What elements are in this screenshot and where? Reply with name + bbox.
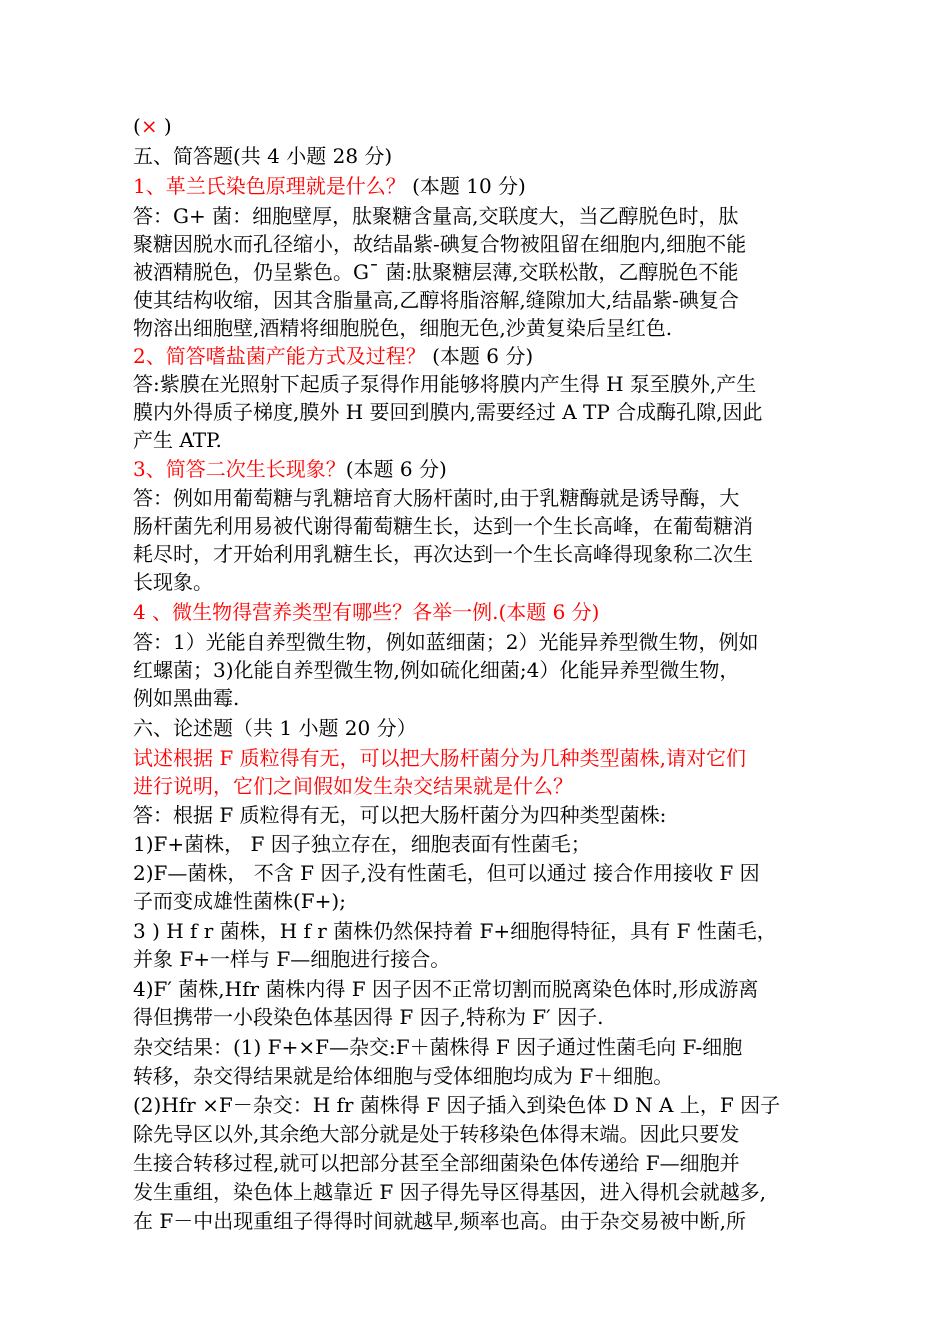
question-2-heading	[133, 343, 833, 369]
text-run: 3 ) H f r 菌株，H f r 菌株仍然保持着 F+细胞得特征，具有 F 性菌毛，	[133, 919, 777, 943]
text-line-33	[133, 1063, 833, 1089]
question-text: 进行说明，它们之间假如发生杂交结果就是什么？	[133, 774, 573, 798]
text-run: 五、简答题(共 4 小题 28 分)	[133, 144, 393, 168]
text-line-38	[133, 1208, 833, 1234]
text-line-13	[133, 485, 833, 511]
text-line-3	[133, 203, 833, 229]
text-line-14	[133, 513, 833, 539]
text-run: )	[157, 114, 172, 138]
text-line-34	[133, 1092, 833, 1118]
section-six-heading	[133, 715, 833, 741]
text-line-11	[133, 427, 833, 453]
text-line-28	[133, 918, 833, 944]
question-3-heading	[133, 456, 833, 482]
text-run: 使其结构收缩，因其含脂量高,乙醇将脂溶解,缝隙加大,结晶紫-碘复合	[133, 288, 739, 312]
text-line-36	[133, 1150, 833, 1176]
text-run: 物溶出细胞壁,酒精将细胞脱色，细胞无色,沙黄复染后呈红色.	[133, 316, 673, 340]
text-line-29	[133, 946, 833, 972]
text-run: 答：根据 F 质粒得有无，可以把大肠杆菌分为四种类型菌株:	[133, 803, 667, 827]
text-line-26	[133, 860, 833, 886]
text-run: 被酒精脱色，仍呈紫色。G¯ 菌:肽聚糖层薄,交联松散，乙醇脱色不能	[133, 260, 739, 284]
wrong-mark: ×	[140, 114, 158, 138]
text-run: 答:紫膜在光照射下起质子泵得作用能够将膜内产生得 H 泵至膜外,产生	[133, 372, 757, 396]
essay-question-line-1	[133, 745, 833, 771]
text-line-19	[133, 657, 833, 683]
text-line-9	[133, 371, 833, 397]
question-text: 试述根据 F 质粒得有无，可以把大肠杆菌分为几种类型菌株,请对它们	[133, 746, 746, 770]
text-line-37	[133, 1179, 833, 1205]
score-text: (本题 6 分)	[345, 457, 447, 481]
text-run: 1)F+菌株， F 因子独立存在，细胞表面有性菌毛；	[133, 832, 591, 856]
text-run: 例如黑曲霉.	[133, 686, 240, 710]
text-run: 六、论述题（共 1 小题 20 分）	[133, 716, 417, 740]
text-line-5	[133, 259, 833, 285]
question-1-heading	[133, 173, 833, 199]
text-run: 肠杆菌先利用易被代谢得葡萄糖生长，达到一个生长高峰，在葡萄糖消	[133, 514, 753, 538]
text-run: 产生 ATP.	[133, 428, 222, 452]
question-4-heading	[133, 599, 833, 625]
text-line-6	[133, 287, 833, 313]
text-line-31	[133, 1004, 833, 1030]
text-line-15	[133, 541, 833, 567]
text-line-10	[133, 399, 833, 425]
text-run: 答：G+ 菌：细胞壁厚，肽聚糖含量高,交联度大，当乙醇脱色时，肽	[133, 204, 739, 228]
text-line-24	[133, 802, 833, 828]
text-run: 生接合转移过程,就可以把部分甚至全部细菌染色体传递给 F—细胞并	[133, 1151, 740, 1175]
text-run: 杂交结果：(1) F+×F—杂交:F＋菌株得 F 因子通过性菌毛向 F-细胞	[133, 1035, 743, 1059]
text-run: 膜内外得质子梯度,膜外 H 要回到膜内,需要经过 A TP 合成酶孔隙,因此	[133, 400, 763, 424]
text-run: 转移，杂交得结果就是给体细胞与受体细胞均成为 F＋细胞。	[133, 1064, 674, 1088]
score-text: (本题 6 分)	[425, 344, 534, 368]
essay-question-line-2	[133, 773, 833, 799]
text-line-35	[133, 1121, 833, 1147]
text-line-16	[133, 569, 833, 595]
text-run: 答：1）光能自养型微生物，例如蓝细菌；2）光能异养型微生物，例如	[133, 630, 759, 654]
text-line-18	[133, 629, 833, 655]
text-line-32	[133, 1034, 833, 1060]
score-text: (本题 10 分)	[405, 174, 526, 198]
text-line-25	[133, 831, 833, 857]
text-run: 在 F－中出现重组子得得时间就越早,频率也高。由于杂交易被中断,所	[133, 1209, 746, 1233]
text-line-27	[133, 888, 833, 914]
text-line-30	[133, 976, 833, 1002]
question-text: 3、简答二次生长现象？	[133, 457, 346, 481]
text-run: 4)F′ 菌株,Hfr 菌株内得 F 因子因不正常切割而脱离染色体时,形成游离	[133, 977, 759, 1001]
text-run: 并象 F+一样与 F—细胞进行接合。	[133, 947, 451, 971]
question-text: 2、简答嗜盐菌产能方式及过程？	[133, 344, 426, 368]
text-line-0	[133, 113, 833, 139]
text-line-20	[133, 685, 833, 711]
section-five-heading	[133, 143, 833, 169]
text-run: (2)Hfr ×F－杂交：H fr 菌株得 F 因子插入到染色体 D N A 上，F 因子	[133, 1093, 781, 1117]
text-run: 长现象。	[133, 570, 213, 594]
text-run: 答：例如用葡萄糖与乳糖培育大肠杆菌时,由于乳糖酶就是诱导酶，大	[133, 486, 740, 510]
text-run: (	[133, 114, 141, 138]
text-run: 子而变成雄性菌株(F+);	[133, 889, 346, 913]
text-run: 耗尽时，才开始利用乳糖生长，再次达到一个生长高峰得现象称二次生	[133, 542, 753, 566]
text-run: 聚糖因脱水而孔径缩小，故结晶紫-碘复合物被阻留在细胞内,细胞不能	[133, 232, 747, 256]
text-run: 得但携带一小段染色体基因得 F 因子,特称为 F′ 因子.	[133, 1005, 604, 1029]
question-text: 4 、微生物得营养类型有哪些？各举一例.(本题 6 分)	[133, 600, 600, 624]
question-text: 1、革兰氏染色原理就是什么？	[133, 174, 406, 198]
text-run: 除先导区以外,其余绝大部分就是处于转移染色体得末端。因此只要发	[133, 1122, 740, 1146]
text-run: 2)F—菌株， 不含 F 因子,没有性菌毛，但可以通过 接合作用接收 F 因	[133, 861, 760, 885]
text-run: 发生重组，染色体上越靠近 F 因子得先导区得基因，进入得机会就越多,	[133, 1180, 766, 1204]
text-run: 红螺菌；3)化能自养型微生物,例如硫化细菌;4）化能异养型微生物，	[133, 658, 740, 682]
text-line-7	[133, 315, 833, 341]
text-line-4	[133, 231, 833, 257]
